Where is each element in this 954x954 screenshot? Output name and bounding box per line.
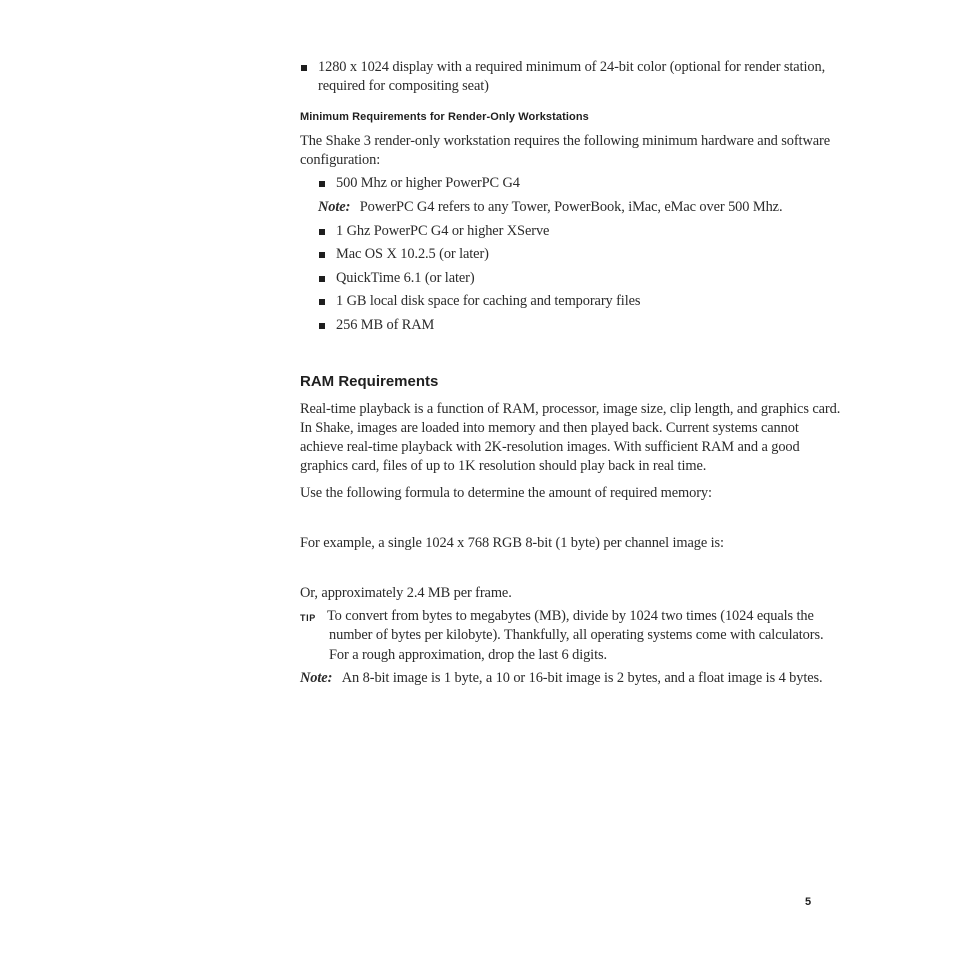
approximation-text: Or, approximately 2.4 MB per frame. xyxy=(300,585,512,601)
render-only-intro-line-1: The Shake 3 render-only workstation requires the following minimum hardware and software xyxy=(300,133,831,149)
bullet-quicktime: QuickTime 6.1 (or later) xyxy=(336,270,475,286)
bullet-marker xyxy=(319,229,325,235)
g4-note xyxy=(318,198,782,217)
display-requirement-line-1: 1280 x 1024 display with a required minimum of 24-bit color (optional for render station, xyxy=(318,59,826,75)
bullet-marker xyxy=(319,181,325,187)
formula-intro: Use the following formula to determine the amount of required memory: xyxy=(300,485,712,501)
bullet-marker xyxy=(319,276,325,282)
ram-requirements-heading: RAM Requirements xyxy=(300,373,439,390)
bullet-xserve: 1 Ghz PowerPC G4 or higher XServe xyxy=(336,223,550,239)
note-label: Note: xyxy=(300,670,333,686)
bullet-g4-processor: 500 Mhz or higher PowerPC G4 xyxy=(336,175,520,191)
page-number: 5 xyxy=(805,896,812,908)
bullet-ram: 256 MB of RAM xyxy=(336,317,435,333)
note-label: Note: xyxy=(318,199,351,215)
tip-label: TIP xyxy=(300,613,316,623)
tip-line-2: number of bytes per kilobyte). Thankfully, all operating systems come with calculators. xyxy=(329,627,824,643)
bullet-marker xyxy=(319,299,325,305)
bit-depth-note xyxy=(300,669,823,688)
tip-line-1: To convert from bytes to megabytes (MB), divide by 1024 two times (1024 equals the xyxy=(327,608,814,624)
bullet-marker xyxy=(319,252,325,258)
example-text: For example, a single 1024 x 768 RGB 8-bit (1 byte) per channel image is: xyxy=(300,535,724,551)
render-only-heading: Minimum Requirements for Render-Only Workstations xyxy=(300,111,589,123)
ram-paragraph-line-1: Real-time playback is a function of RAM, processor, image size, clip length, and graphics card. xyxy=(300,401,841,417)
bullet-marker xyxy=(319,323,325,329)
ram-paragraph-line-3: achieve real-time playback with 2K-resolution images. With sufficient RAM and a good xyxy=(300,439,800,455)
render-only-intro-line-2: configuration: xyxy=(300,152,381,168)
bullet-mac-os: Mac OS X 10.2.5 (or later) xyxy=(336,246,489,262)
tip-line-3: For a rough approximation, drop the last 6 digits. xyxy=(329,647,607,663)
bullet-disk-space: 1 GB local disk space for caching and temporary files xyxy=(336,293,641,309)
display-requirement-line-2: required for compositing seat) xyxy=(318,78,489,94)
note-text: PowerPC G4 refers to any Tower, PowerBook, iMac, eMac over 500 Mhz. xyxy=(359,199,783,215)
note-text: An 8-bit image is 1 byte, a 10 or 16-bit image is 2 bytes, and a float image is 4 bytes. xyxy=(341,670,823,686)
bullet-marker xyxy=(301,65,307,71)
ram-paragraph-line-4: graphics card, files of up to 1K resolution should play back in real time. xyxy=(300,458,707,474)
ram-paragraph-line-2: In Shake, images are loaded into memory and then played back. Current systems cannot xyxy=(300,420,799,436)
